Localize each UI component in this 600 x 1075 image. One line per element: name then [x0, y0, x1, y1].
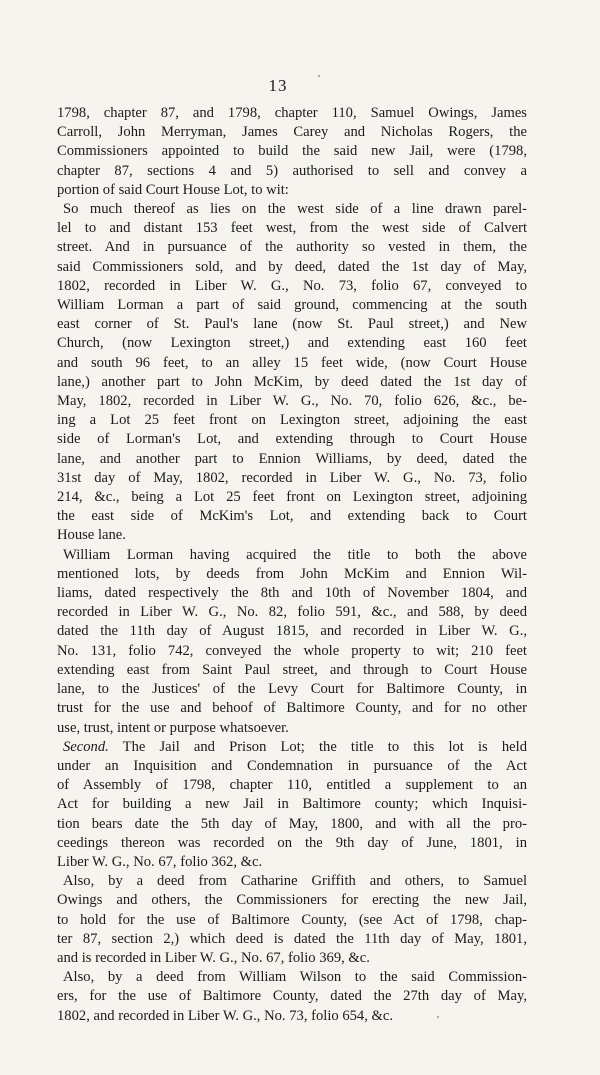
- text-line: [57, 373, 527, 392]
- paragraph-label: Second.: [63, 738, 109, 755]
- text-line-content: Also, by a deed from Catharine Griffith and others, to Samuel: [63, 873, 527, 890]
- text-line-content: of Assembly of 1798, chapter 110, entitled a supplement to an: [57, 777, 527, 794]
- text-line-content: Carroll, John Merryman, James Carey and Nicholas Rogers, the: [57, 124, 527, 141]
- text-line-content: ter 87, section 2,) which deed is dated the 11th day of May, 1801,: [57, 930, 527, 947]
- text-line-content: extending east from Saint Paul street, and through to Court House: [57, 661, 527, 678]
- text-line: [57, 776, 527, 795]
- text-line-content: east corner of St. Paul's lane (now St. Paul street,) and New: [57, 316, 527, 333]
- text-line: [57, 680, 527, 699]
- text-line: [57, 719, 527, 738]
- text-line: [57, 757, 527, 776]
- text-line: [57, 507, 527, 526]
- text-line: [57, 123, 527, 142]
- text-line: [57, 642, 527, 661]
- text-line: [57, 354, 527, 373]
- text-line: [57, 488, 527, 507]
- text-line-content: 1802, and recorded in Liber W. G., No. 73, folio 654, &c.: [57, 1007, 393, 1024]
- text-line-content: recorded in Liber W. G., No. 82, folio 591, &c., and 588, by deed: [57, 604, 527, 621]
- text-line: [57, 411, 527, 430]
- text-line: [57, 968, 527, 987]
- text-line-content: use, trust, intent or purpose whatsoever.: [57, 719, 289, 736]
- body-text: [57, 104, 527, 1026]
- text-line-content: lane,) another part to John McKim, by deed dated the 1st day of: [57, 373, 527, 390]
- text-line-content: Liber W. G., No. 67, folio 362, &c.: [57, 853, 263, 870]
- text-line-content: 214, &c., being a Lot 25 feet front on Lexington street, adjoining: [57, 489, 527, 506]
- text-line: [57, 162, 527, 181]
- text-line: [57, 987, 527, 1006]
- text-line-content: 1802, recorded in Liber W. G., No. 73, folio 67, conveyed to: [57, 277, 527, 294]
- text-line-content: trust for the use and behoof of Baltimore County, and for no other: [57, 700, 527, 717]
- text-line-content: 1798, chapter 87, and 1798, chapter 110, Samuel Owings, James: [57, 105, 527, 121]
- text-line-content: dated the 11th day of August 1815, and recorded in Liber W. G.,: [57, 623, 527, 640]
- text-line: [57, 911, 527, 930]
- text-line-content: street. And in pursuance of the authority so vested in them, the: [57, 239, 527, 256]
- text-line: [57, 219, 527, 238]
- text-line: [57, 334, 527, 353]
- text-line: [57, 949, 527, 968]
- text-line: [57, 469, 527, 488]
- text-line-content: William Lorman a part of said ground, commencing at the south: [57, 297, 527, 314]
- text-line: [57, 546, 527, 565]
- text-line-content: 31st day of May, 1802, recorded in Liber W. G., No. 73, folio: [57, 469, 527, 486]
- text-line: [57, 699, 527, 718]
- ink-speck: ′: [437, 1015, 440, 1026]
- text-line-content: and south 96 feet, to an alley 15 feet wide, (now Court House: [57, 354, 527, 371]
- text-line-content: William Lorman having acquired the title to both the above: [63, 546, 527, 563]
- text-line-content: under an Inquisition and Condemnation in pursuance of the Act: [57, 757, 527, 774]
- text-line: [57, 181, 527, 200]
- text-line: [57, 430, 527, 449]
- text-line: [57, 891, 527, 910]
- text-line: [57, 815, 527, 834]
- text-line-content: Church, (now Lexington street,) and extending east 160 feet: [57, 335, 527, 352]
- text-line-content: the east side of McKim's Lot, and extending back to Court: [57, 508, 527, 525]
- text-line: [57, 258, 527, 277]
- text-line-content: The Jail and Prison Lot; the title to this lot is held: [108, 738, 527, 755]
- text-line: [57, 1007, 527, 1026]
- text-line: [57, 603, 527, 622]
- text-line: [57, 565, 527, 584]
- text-line: [57, 238, 527, 257]
- text-line-content: Also, by a deed from William Wilson to the said Commission-: [63, 969, 527, 986]
- text-line-content: No. 131, folio 742, conveyed the whole property to wit; 210 feet: [57, 642, 527, 659]
- text-line-content: liams, dated respectively the 8th and 10th of November 1804, and: [57, 585, 527, 602]
- text-line: [57, 930, 527, 949]
- text-line: [57, 296, 527, 315]
- text-line: [57, 450, 527, 469]
- text-line: [57, 200, 527, 219]
- text-line-content: chapter 87, sections 4 and 5) authorised to sell and convey a: [57, 162, 527, 179]
- text-line-content: lane, and another part to Ennion Williams, by deed, dated the: [57, 450, 527, 467]
- ink-speck: ′: [318, 74, 321, 85]
- text-line-content: lane, to the Justices' of the Levy Court for Baltimore County, in: [57, 681, 527, 698]
- text-line: [57, 584, 527, 603]
- text-line-content: and is recorded in Liber W. G., No. 67, folio 369, &c.: [57, 949, 370, 966]
- text-line: [57, 622, 527, 641]
- text-line-content: side of Lorman's Lot, and extending through to Court House: [57, 431, 527, 448]
- text-line-content: mentioned lots, by deeds from John McKim and Ennion Wil-: [57, 565, 527, 582]
- text-line: [57, 795, 527, 814]
- text-line: [57, 277, 527, 296]
- text-line: [57, 315, 527, 334]
- text-line: [57, 738, 527, 757]
- text-line-content: tion bears date the 5th day of May, 1800, and with all the pro-: [57, 815, 527, 832]
- text-line-content: lel to and distant 153 feet west, from the west side of Calvert: [57, 220, 527, 237]
- text-line-content: to hold for the use of Baltimore County, (see Act of 1798, chap-: [57, 911, 527, 928]
- text-line-content: said Commissioners sold, and by deed, dated the 1st day of May,: [57, 258, 527, 275]
- text-line-content: Act for building a new Jail in Baltimore county; which Inquisi-: [57, 796, 527, 813]
- text-line-content: So much thereof as lies on the west side of a line drawn parel-: [63, 201, 527, 218]
- text-line: [57, 872, 527, 891]
- text-line-content: ing a Lot 25 feet front on Lexington street, adjoining the east: [57, 412, 527, 429]
- text-line: [57, 834, 527, 853]
- text-line-content: Commissioners appointed to build the said new Jail, were (1798,: [57, 143, 527, 160]
- text-line-content: portion of said Court House Lot, to wit:: [57, 181, 289, 198]
- text-line: [57, 142, 527, 161]
- text-line-content: ers, for the use of Baltimore County, dated the 27th day of May,: [57, 988, 527, 1005]
- text-line-content: House lane.: [57, 527, 126, 544]
- text-line-content: Owings and others, the Commissioners for erecting the new Jail,: [57, 892, 527, 909]
- page-number: 13: [268, 76, 288, 95]
- text-line: [57, 392, 527, 411]
- text-line: [57, 661, 527, 680]
- text-line-content: May, 1802, recorded in Liber W. G., No. 70, folio 626, &c., be-: [57, 393, 527, 410]
- text-line: [57, 526, 527, 545]
- text-line-content: ceedings thereon was recorded on the 9th day of June, 1801, in: [57, 834, 527, 851]
- text-line: [57, 104, 527, 123]
- text-line: [57, 853, 527, 872]
